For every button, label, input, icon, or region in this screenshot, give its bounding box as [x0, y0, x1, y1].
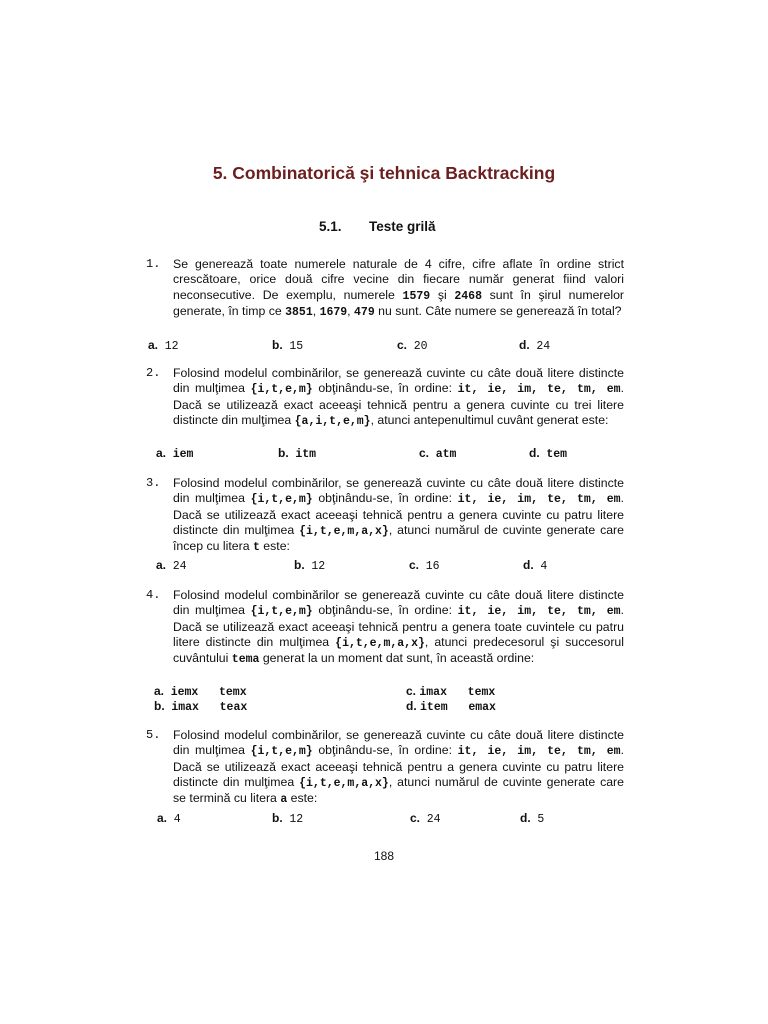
- code-token: 1579: [402, 289, 431, 303]
- code-token: t: [252, 541, 260, 555]
- question-text: [173, 588, 624, 667]
- code-token: it, ie, im, te, tm, em: [457, 383, 621, 397]
- option-b[interactable]: b. 12: [272, 811, 304, 826]
- text-run: sunt în şirul numerelor generate, în timp ce: [173, 287, 625, 318]
- code-token: tema: [231, 653, 260, 667]
- text-run: . Dacă se utilizează exact aceeaşi tehnică pentru a genera cuvinte cu patru litere distincte din mulţimea: [173, 743, 624, 789]
- option-c[interactable]: c. 16: [409, 558, 440, 573]
- text-run: este:: [287, 791, 318, 806]
- option-d[interactable]: d. tem: [529, 446, 568, 461]
- text-run: Folosind modelul combinărilor, se generează cuvinte cu câte două litere distincte din mulţimea: [173, 366, 624, 396]
- question-number: 1.: [146, 257, 161, 271]
- text-run: , atunci antepenultimul cuvânt generat este:: [370, 412, 609, 427]
- text-run: . Dacă se utilizează exact aceeaşi tehnică pentru a genera toate cuvintele cu patru litere distincte din mulţimea: [173, 603, 624, 649]
- text-run: obţinându-se, în ordine:: [312, 381, 458, 396]
- question-number: 5.: [146, 728, 161, 742]
- option-b[interactable]: b. imax teax: [154, 699, 248, 714]
- text-run: obţinându-se, în ordine:: [312, 491, 458, 506]
- question-number: 4.: [146, 588, 161, 602]
- option-c[interactable]: c. 24: [410, 811, 441, 826]
- text-run: . Dacă se utilizează exact aceeaşi tehnică pentru a genera cuvinte cu patru litere distincte din mulţimea: [173, 491, 624, 537]
- section-number: 5.1.: [319, 219, 342, 234]
- option-b[interactable]: b. 15: [272, 338, 304, 353]
- code-token: 1679: [319, 305, 348, 319]
- option-c[interactable]: c. imax temx: [406, 684, 496, 699]
- text-run: ,: [347, 303, 355, 318]
- text-run: obţinându-se, în ordine:: [312, 743, 458, 758]
- code-token: 3851: [285, 305, 313, 319]
- text-run: obţinându-se, în ordine:: [312, 603, 458, 618]
- option-a[interactable]: a. 4: [157, 811, 181, 826]
- section-label: Teste grilă: [369, 219, 436, 234]
- option-d[interactable]: d. 24: [519, 338, 551, 353]
- text-run: Folosind modelul combinărilor, se generează cuvinte cu câte două litere distincte din mulţimea: [173, 476, 624, 506]
- option-a[interactable]: a. 12: [148, 338, 179, 353]
- section-title: [319, 219, 436, 234]
- question-text: [173, 728, 624, 807]
- option-d[interactable]: d. 5: [520, 811, 545, 826]
- text-run: Se generează toate numerele naturale de 4 cifre, cifre aflate în ordine strict crescătoare, orice două cifre vecine din fiecare număr generat fiind valori neconsecutive. De exemplu, numerele: [173, 257, 624, 302]
- text-run: este:: [259, 539, 290, 554]
- page-number: 188: [373, 849, 395, 863]
- code-token: 2468: [454, 289, 482, 303]
- option-c[interactable]: c. 20: [397, 338, 428, 353]
- option-b[interactable]: b. itm: [278, 446, 317, 461]
- option-d[interactable]: d. item emax: [406, 699, 496, 714]
- code-token: {i,t,e,m}: [250, 745, 313, 759]
- question-text: [173, 476, 624, 555]
- code-token: {i,t,e,m,a,x}: [299, 524, 389, 538]
- text-run: , atunci numărul de cuvinte generate care încep cu litera: [173, 522, 624, 554]
- code-token: a: [280, 793, 288, 807]
- code-token: it, ie, im, te, tm, em: [457, 493, 621, 507]
- option-a[interactable]: a. 24: [156, 558, 187, 573]
- question-text: [173, 366, 624, 429]
- text-run: , atunci numărul de cuvinte generate care se termină cu litera: [173, 774, 624, 806]
- question-number: 2.: [146, 366, 161, 380]
- code-token: it, ie, im, te, tm, em: [457, 745, 621, 759]
- question-text: [173, 257, 624, 320]
- code-token: 479: [354, 305, 375, 319]
- text-run: . Dacă se utilizează exact aceeaşi tehnică pentru a genera cuvinte cu trei litere distincte din mulţimea: [173, 381, 624, 427]
- code-token: {i,t,e,m,a,x}: [335, 636, 425, 650]
- text-run: generat la un moment dat sunt, în această ordine:: [259, 651, 535, 666]
- code-token: {i,t,e,m}: [250, 493, 313, 507]
- option-a[interactable]: a. iem: [156, 446, 194, 461]
- code-token: {i,t,e,m}: [250, 383, 313, 397]
- text-run: ,: [312, 303, 320, 318]
- code-token: {i,t,e,m}: [250, 605, 313, 619]
- code-token: it, ie, im, te, tm, em: [457, 605, 621, 619]
- option-d[interactable]: d. 4: [523, 558, 548, 573]
- text-run: şi: [430, 287, 455, 302]
- text-run: Folosind modelul combinărilor, se generează cuvinte cu câte două litere distincte din mulţimea: [173, 728, 624, 758]
- option-b[interactable]: b. 12: [294, 558, 326, 573]
- code-token: {a,i,t,e,m}: [294, 414, 371, 428]
- text-run: nu sunt. Câte numere se generează în total?: [374, 303, 622, 318]
- text-run: Folosind modelul combinărilor se generează cuvinte cu câte două litere distincte din mulţimea: [173, 588, 624, 618]
- option-c[interactable]: c. atm: [419, 446, 457, 461]
- code-token: {i,t,e,m,a,x}: [299, 776, 389, 790]
- question-number: 3.: [146, 476, 161, 490]
- chapter-title: 5. Combinatorică şi tehnica Backtracking: [212, 163, 556, 183]
- option-a[interactable]: a. iemx temx: [154, 684, 247, 699]
- text-run: , atunci predecesorul şi succesorul cuvântului: [173, 634, 624, 666]
